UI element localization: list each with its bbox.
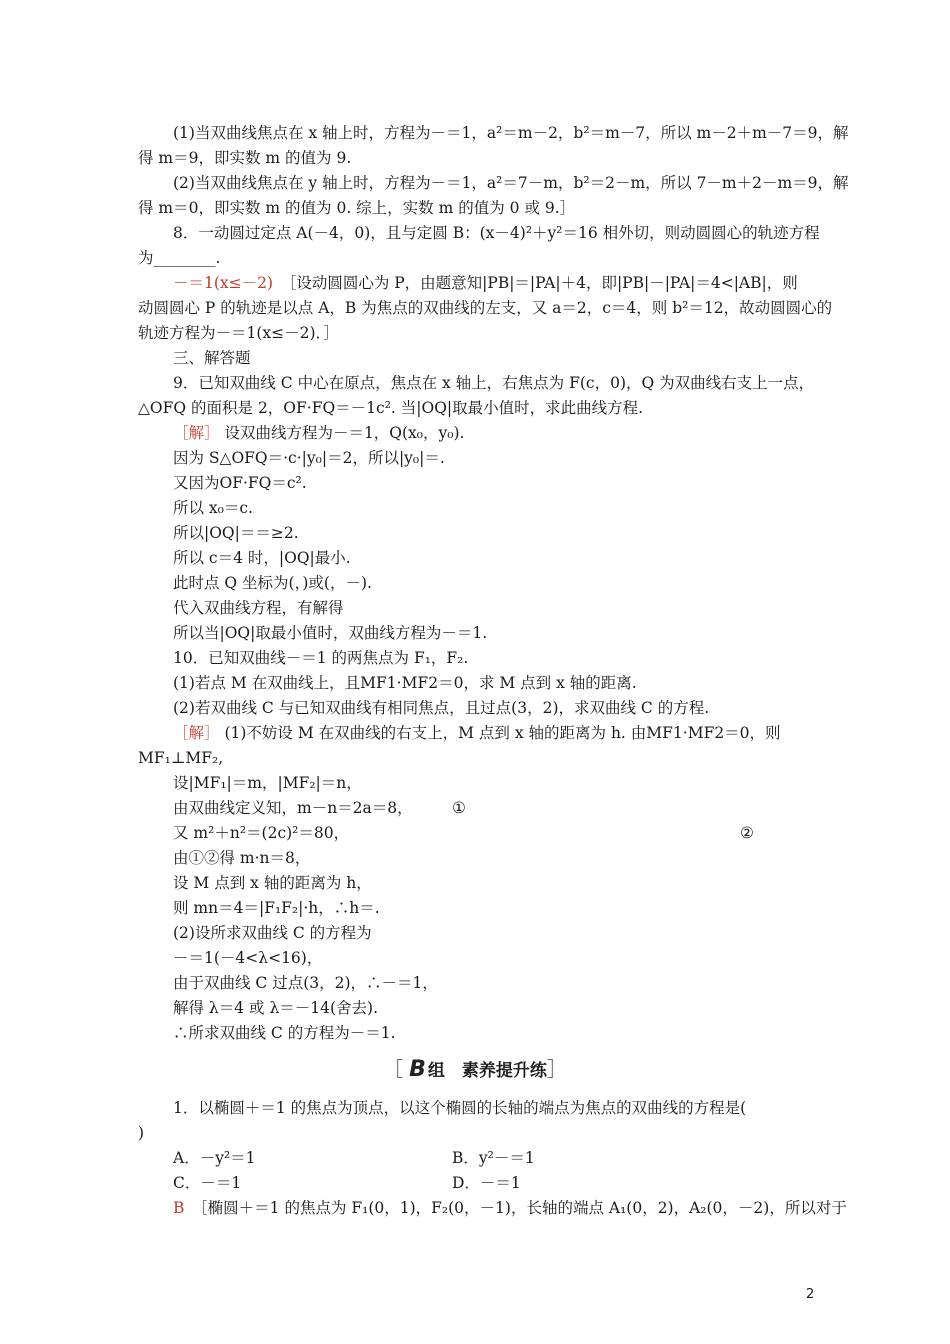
text-line: 为________. bbox=[138, 249, 221, 267]
text-line: 设|MF₁|＝m，|MF₂|＝n， bbox=[173, 774, 362, 792]
text-line: 设 M 点到 x 轴的距离为 h， bbox=[173, 874, 372, 892]
question-b1: 1．以椭圆＋＝1 的焦点为顶点，以这个椭圆的长轴的端点为焦点的双曲线的方程是( bbox=[173, 1099, 747, 1117]
solution-line: ［解］ 设双曲线方程为－＝1，Q(x₀，y₀). bbox=[173, 424, 465, 442]
text-line: 轨迹方程为－＝1(x≤－2)．］ bbox=[138, 324, 339, 342]
text-line: 动圆圆心 P 的轨迹是以点 A，B 为焦点的双曲线的左支，又 a＝2，c＝4，则 b²＝12，故动圆圆心的 bbox=[138, 299, 833, 317]
question-10: 10．已知双曲线－＝1 的两焦点为 F₁，F₂. bbox=[173, 649, 469, 667]
header-label: 组 素养提升练 bbox=[427, 1061, 547, 1081]
page-number: 2 bbox=[806, 1287, 815, 1302]
section-b-header bbox=[0, 1057, 950, 1083]
text-line: 因为 S△OFQ＝·c·|y₀|＝2，所以|y₀|＝. bbox=[173, 449, 445, 467]
text-line: MF₁⊥MF₂, bbox=[138, 749, 224, 767]
text-line: (2)若双曲线 C 与已知双曲线有相同焦点，且过点(3，2)，求双曲线 C 的方程. bbox=[173, 699, 710, 717]
text-line: (2)当双曲线焦点在 y 轴上时，方程为－＝1，a²＝7－m，b²＝2－m，所以 7－m＋2－m＝9，解 bbox=[173, 174, 849, 192]
text-line: 由①②得 m·n＝8， bbox=[173, 849, 311, 867]
text-line: (1)若点 M 在双曲线上，且MF1·MF2＝0，求 M 点到 x 轴的距离. bbox=[173, 674, 637, 692]
option-d: D．－＝1 bbox=[452, 1174, 521, 1192]
text-line: △OFQ 的面积是 2，OF·FQ＝－1c². 当|OQ|取最小值时，求此曲线方程. bbox=[138, 399, 644, 417]
header-close-bracket: ］ bbox=[546, 1057, 567, 1081]
text-line: (1)当双曲线焦点在 x 轴上时，方程为－＝1，a²＝m－2，b²＝m－7，所以 m－2＋m－7＝9，解 bbox=[173, 124, 849, 142]
text-line: 所以当|OQ|取最小值时，双曲线方程为－＝1. bbox=[173, 624, 488, 642]
text-line: 得 m＝0，即实数 m 的值为 0. 综上，实数 m 的值为 0 或 9.］ bbox=[138, 199, 576, 217]
option-b: B．y²－＝1 bbox=[452, 1149, 535, 1167]
text-line: 所以 x₀＝c. bbox=[173, 499, 253, 517]
question-8: 8．一动圆过定点 A(－4，0)，且与定圆 B：(x－4)²＋y²＝16 相外切，则动圆圆心的轨迹方程 bbox=[173, 224, 820, 242]
group-b-mark: B bbox=[409, 1057, 426, 1082]
text-line: 此时点 Q 坐标为(，)或(，－). bbox=[173, 574, 372, 592]
section-heading: 三、解答题 bbox=[173, 349, 251, 367]
text-line: 代入双曲线方程，有解得 bbox=[173, 599, 344, 617]
text-line: 所以 c＝4 时，|OQ|最小. bbox=[173, 549, 351, 567]
header-open-bracket: ［ bbox=[383, 1057, 404, 1081]
text-line: 又 m²＋n²＝(2c)²＝80， bbox=[173, 824, 350, 842]
text-line: 所以|OQ|＝＝≥2. bbox=[173, 524, 299, 542]
equation-number: ② bbox=[740, 824, 754, 842]
solution-line: ［解］ (1)不妨设 M 在双曲线的右支上，M 点到 x 轴的距离为 h. 由MF1·MF2＝0，则 bbox=[173, 724, 781, 742]
solution-label: ［解］ bbox=[173, 724, 220, 742]
solution-label: ［解］ bbox=[173, 424, 220, 442]
equation-number: ① bbox=[452, 799, 466, 817]
question-9: 9．已知双曲线 C 中心在原点，焦点在 x 轴上，右焦点为 F(c，0)，Q 为双曲线右支上一点， bbox=[173, 374, 815, 392]
answer-letter: B bbox=[173, 1199, 185, 1217]
text-line: 则 mn＝4＝|F₁F₂|·h，∴h＝. bbox=[173, 899, 380, 917]
text-line: －＝1(－4<λ<16)， bbox=[173, 949, 323, 967]
text-line: 由于双曲线 C 过点(3，2)，∴－＝1， bbox=[173, 974, 438, 992]
answer-line: B ［椭圆＋＝1 的焦点为 F₁(0，1)，F₂(0，－1)，长轴的端点 A₁(0，2)，A₂(0，－2)，所以对于 bbox=[173, 1199, 847, 1217]
text-line: ) bbox=[138, 1124, 145, 1142]
option-a: A．－y²＝1 bbox=[173, 1149, 256, 1167]
answer-line: －＝1(x≤－2) ［设动圆圆心为 P，由题意知|PB|＝|PA|＋4，即|PB|－|PA|＝4<|AB|，则 bbox=[173, 274, 798, 292]
text-line: ∴所求双曲线 C 的方程为－＝1. bbox=[173, 1024, 396, 1042]
answer-highlight: －＝1(x≤－2) bbox=[173, 274, 274, 292]
text-line: 由双曲线定义知，m－n＝2a＝8， bbox=[173, 799, 413, 817]
text-line: 得 m＝9，即实数 m 的值为 9. bbox=[138, 149, 352, 167]
text-line: (2)设所求双曲线 C 的方程为 bbox=[173, 924, 372, 942]
option-c: C．－＝1 bbox=[173, 1174, 242, 1192]
text-line: 又因为OF·FQ＝c². bbox=[173, 474, 307, 492]
text-line: 解得 λ＝4 或 λ＝－14(舍去). bbox=[173, 999, 379, 1017]
